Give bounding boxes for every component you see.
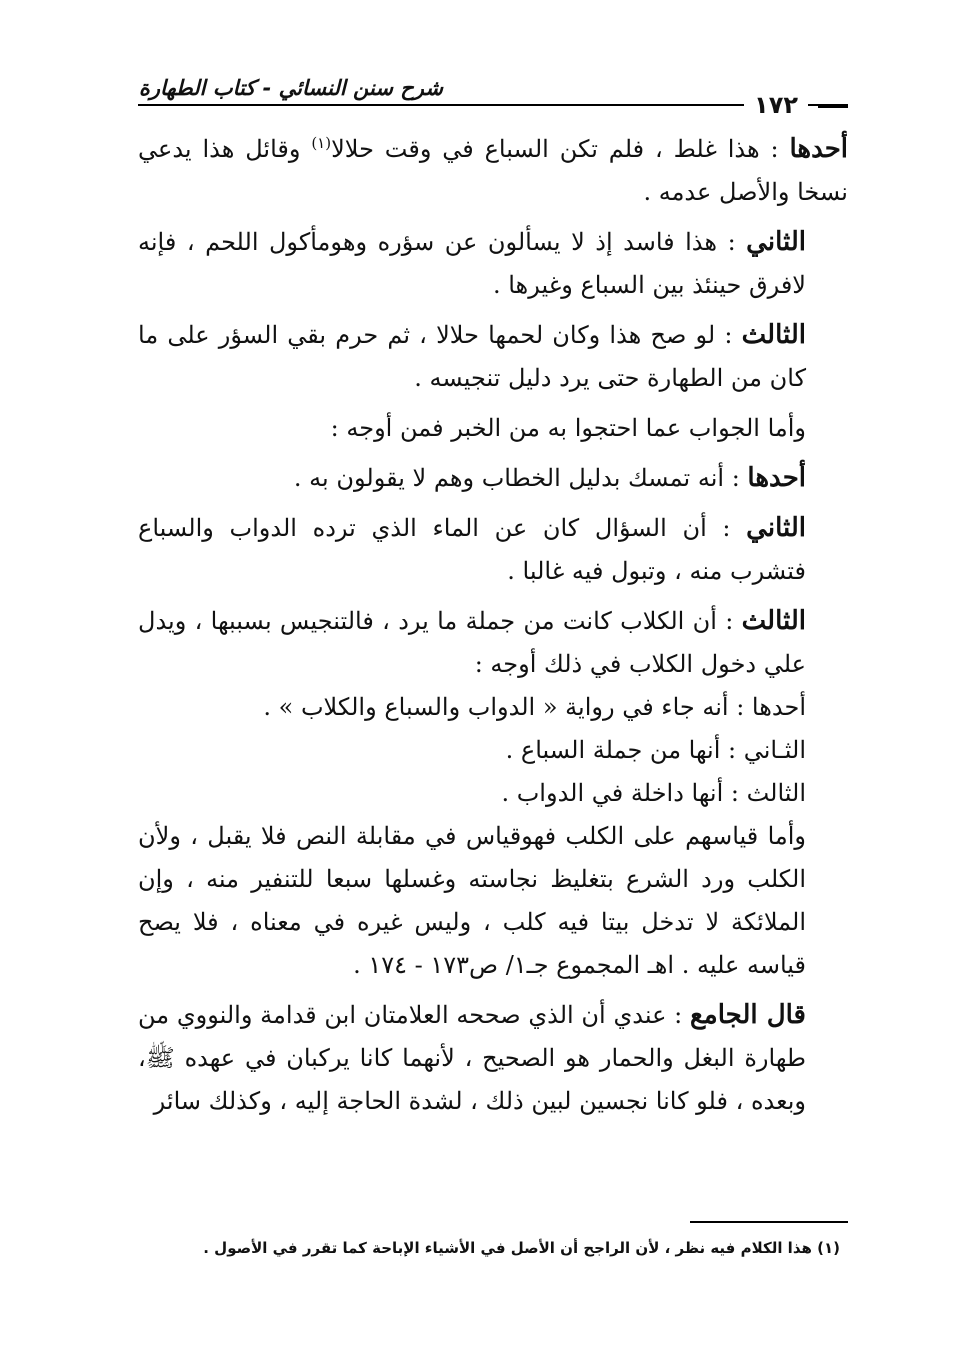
paragraph-text: الثالث : أنها داخلة في الدواب .: [501, 779, 806, 807]
paragraph-4: [138, 407, 848, 450]
paragraph-lead: أحدها: [747, 463, 806, 493]
paragraph-text: وأما الجواب عما احتجوا به من الخبر فمن أوجه :: [330, 414, 806, 442]
paragraph-1: [138, 128, 848, 214]
paragraph-lead: الثالث: [741, 606, 806, 636]
paragraph-text: : لو صح هذا وكان لحمها حلالا ، ثم حرم بقي السؤر على ما كان من الطهارة حتى يرد دليل تنجيسه .: [138, 321, 806, 392]
paragraph-lead: قال الجامع: [689, 1000, 806, 1030]
paragraph-text: أحدها : أنه جاء في رواية « الدواب والسباع والكلاب » .: [263, 693, 806, 721]
paragraph-lead: الثاني: [746, 513, 806, 543]
footnote-marker: (١): [311, 134, 332, 152]
paragraph-text: وأما قياسهم على الكلب فهوقياس في مقابلة النص فلا يقبل ، ولأن الكلب ورد الشرع بتغليظ نجاسته وغسلها سبعا للتنفير منه ، وإن الملائكة لا تدخل بيتا فيه كلب ، وليس غيره في معناه ، فلا يصح قياسه عليه . اهـ المجموع جـ١/ ص١٧٣ - ١٧٤ .: [138, 822, 806, 979]
running-title: شرح سنن النسائي - كتاب الطهارة: [138, 76, 443, 100]
page-number: ١٧٢: [744, 90, 808, 120]
paragraph-text-tail: وقائل هذا يدعي نسخا والأصل عدمه .: [138, 135, 848, 206]
paragraph-10: [138, 772, 848, 815]
paragraph-12: [138, 994, 848, 1123]
paragraph-text: : هذا فاسد إذ لا يسألون عن سؤره وهومأكول اللحم ، فإنه لافرق حينئذ بين السباع وغيرها .: [138, 228, 806, 299]
header-rule: [138, 104, 848, 106]
header-dash: [818, 104, 848, 108]
paragraph-lead: أحدها: [789, 134, 849, 164]
paragraph-3: [138, 314, 848, 400]
paragraph-8: [138, 686, 848, 729]
paragraph-lead: الثالث: [741, 320, 806, 350]
paragraph-7: [138, 600, 848, 686]
paragraph-5: [138, 457, 848, 500]
paragraph-text: : أن الكلاب كانت من جملة ما يرد ، فالتنجيس بسببها ، ويدل علي دخول الكلاب في ذلك أوجه :: [138, 607, 806, 678]
paragraph-text: : هذا غلط ، فلم تكن السباع في وقت حلالا: [331, 135, 790, 163]
paragraph-lead: الثاني: [746, 227, 806, 257]
paragraph-text: الثـاني : أنها من جملة السباع .: [505, 736, 806, 764]
footnote-rule: [690, 1221, 848, 1223]
paragraph-6: [138, 507, 848, 593]
page-header: [138, 68, 848, 120]
paragraph-text: : عندي أن الذي صححه العلامتان ابن قدامة والنووي من طهارة البغل والحمار هو الصحيح ، لأنهما كانا يركبان في عهده ﷺ، وبعده ، فلو كانا نجسين لبين ذلك ، لشدة الحاجة إليه ، وكذلك سائر: [138, 1001, 806, 1115]
body-text: [138, 128, 848, 1130]
paragraph-9: [138, 729, 848, 772]
paragraph-11: [138, 815, 848, 987]
paragraph-text: : أنه تمسك بدليل الخطاب وهم لا يقولون به .: [293, 464, 748, 492]
paragraph-text: : أن السؤال كان عن الماء الذي ترده الدواب والسباع فتشرب منه ، وتبول فيه غالبا .: [138, 514, 806, 585]
footnote: (١) هذا الكلام فيه نظر ، لأن الراجح أن الأصل في الأشياء الإباحة كما تقرر في الأصول .: [203, 1239, 840, 1257]
paragraph-2: [138, 221, 848, 307]
